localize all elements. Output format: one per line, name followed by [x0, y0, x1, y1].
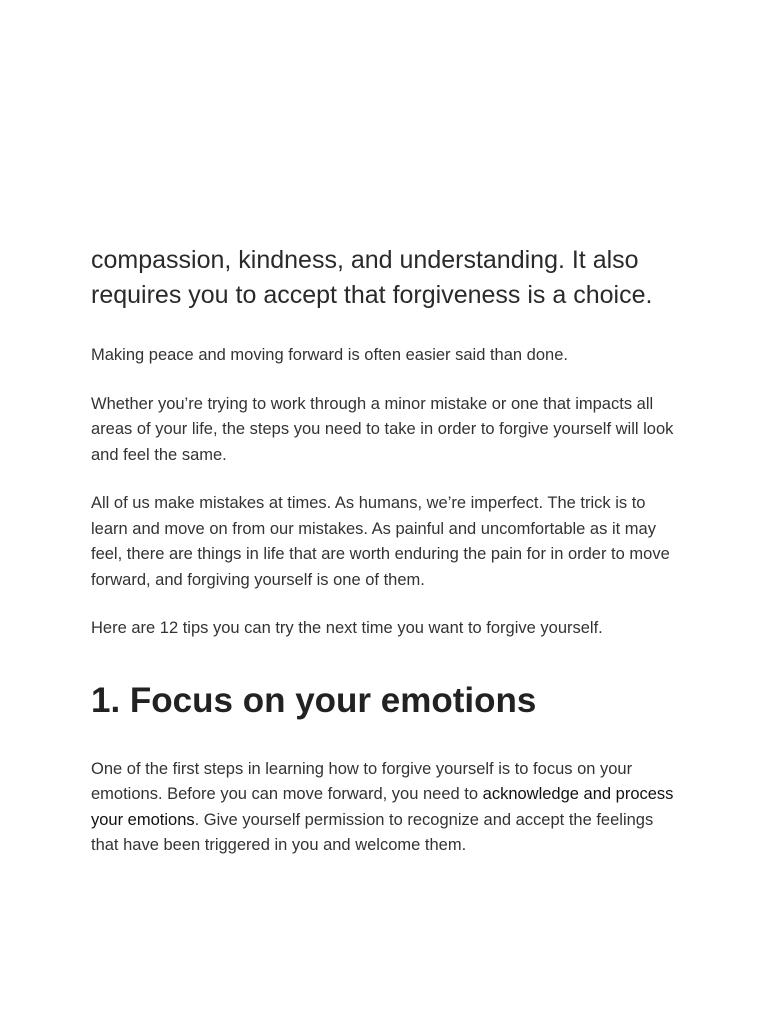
paragraph-tips-intro: Here are 12 tips you can try the next time you want to forgive yourself. [91, 619, 603, 637]
paragraph-intro: Making peace and moving forward is often easier said than done. [91, 346, 568, 364]
section-heading-focus-emotions: 1. Focus on your emotions [91, 680, 537, 720]
text-before-link: One of the first steps in learning how to forgive yourself is to focus on your emotions. Before you can move forward, you need to [91, 759, 633, 803]
paragraph-mistakes: All of us make mistakes at times. As humans, we’re imperfect. The trick is to learn and move on from our mistakes. As painful and uncomfortable as it may feel, there are things in life that are worth enduring the pain for in order to move forward, and forgiving yourself is one of them. [91, 494, 670, 589]
article-body [91, 243, 681, 882]
text-after-link: . Give yourself permission to recognize and accept the feelings that have been triggered in you and welcome them. [91, 810, 654, 854]
paragraph-steps: Whether you’re trying to work through a minor mistake or one that impacts all areas of your life, the steps you need to take in order to forgive yourself will look and feel the same. [91, 394, 674, 464]
paragraph-focus-emotions [91, 757, 681, 859]
process-emotions-link[interactable]: acknowledge and process your emotions [91, 785, 674, 829]
lead-quote: compassion, kindness, and understanding. It also requires you to accept that forgiveness is a choice. [91, 246, 653, 309]
